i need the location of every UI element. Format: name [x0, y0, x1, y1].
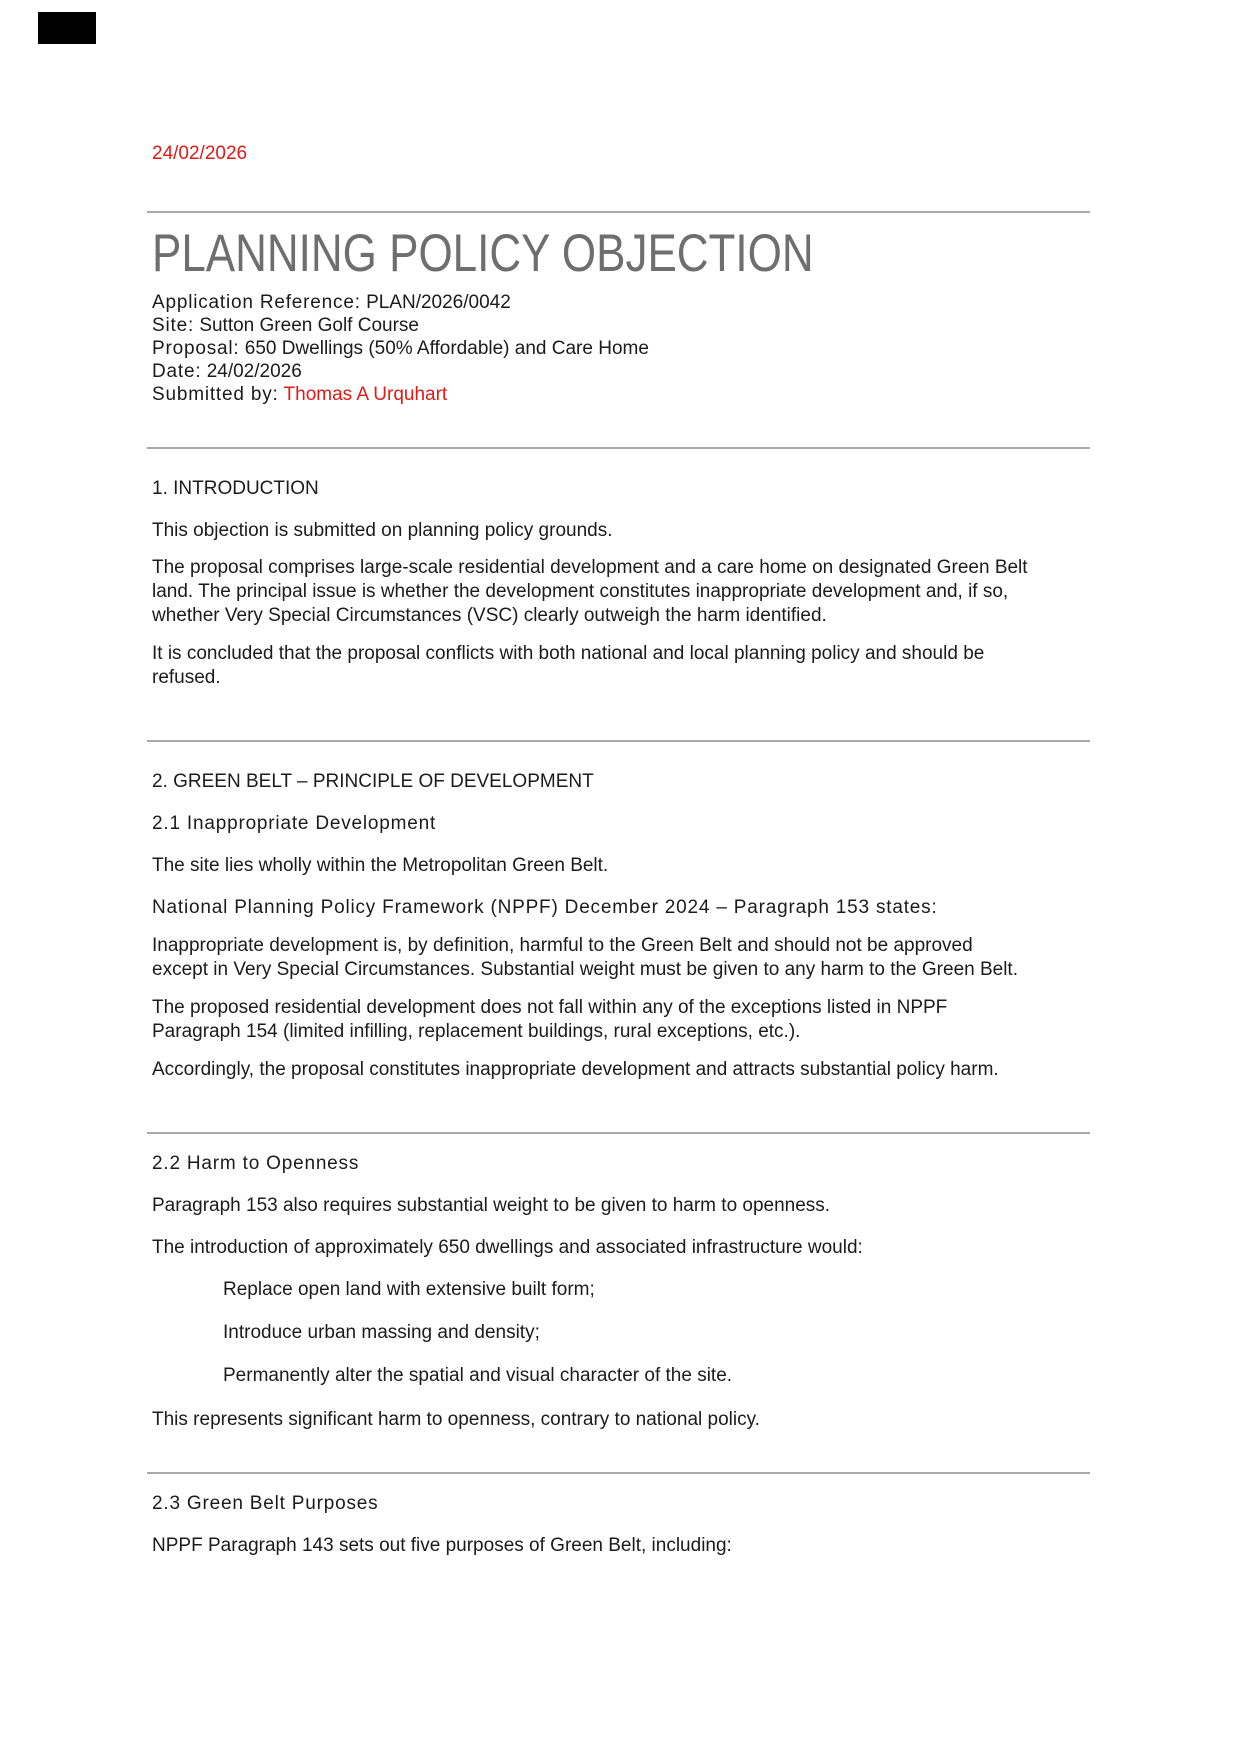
paragraph: The proposal comprises large-scale residential development and a care home on designated Green Belt land. The principal issue is whether the development constitutes inappropriate development and, if so, whether Very Special Circumstances (VSC) clearly outweigh the harm identified.: [152, 557, 1028, 626]
document-meta: [152, 291, 1090, 406]
meta-line-submitted-by: [152, 383, 1090, 406]
site-value: Sutton Green Golf Course: [199, 315, 419, 336]
paragraph: The introduction of approximately 650 dwellings and associated infrastructure would:: [152, 1237, 863, 1258]
proposal-value: 650 Dwellings (50% Affordable) and Care Home: [244, 338, 649, 359]
horizontal-rule: [147, 1472, 1090, 1474]
meta-line-date: [152, 360, 1090, 383]
subsection-2-2-heading: 2.2 Harm to Openness: [152, 1153, 360, 1174]
document-content: [152, 0, 1090, 1558]
application-reference-value: PLAN/2026/0042: [366, 292, 511, 313]
section-2-heading: 2. GREEN BELT – PRINCIPLE OF DEVELOPMENT: [152, 771, 594, 792]
paragraph: Accordingly, the proposal constitutes inappropriate development and attracts substantial policy harm.: [152, 1059, 999, 1080]
section-1-heading: 1. INTRODUCTION: [152, 478, 319, 499]
meta-line-site: [152, 314, 1090, 337]
submitted-by-value: Thomas A Urquhart: [283, 384, 448, 405]
horizontal-rule: [147, 211, 1090, 213]
paragraph: This represents significant harm to openness, contrary to national policy.: [152, 1409, 760, 1430]
subsection-2-1-heading: 2.1 Inappropriate Development: [152, 813, 437, 834]
top-date: 24/02/2026: [152, 143, 248, 164]
proposal-label: Proposal:: [152, 338, 240, 359]
redacted-logo-box: [38, 12, 96, 44]
site-label: Site:: [152, 315, 195, 336]
date-label: Date:: [152, 361, 202, 382]
meta-line-proposal: [152, 337, 1090, 360]
paragraph: NPPF Paragraph 143 sets out five purposes of Green Belt, including:: [152, 1535, 732, 1556]
paragraph: It is concluded that the proposal conflicts with both national and local planning policy and should be refused.: [152, 643, 985, 688]
page-title: PLANNING POLICY OBJECTION: [152, 224, 814, 283]
paragraph: Inappropriate development is, by definition, harmful to the Green Belt and should not be approved except in Very Special Circumstances. Substantial weight must be given to any harm to the Green Belt.: [152, 935, 1018, 980]
application-reference-label: Application Reference:: [152, 292, 361, 313]
list-item: Introduce urban massing and density;: [223, 1322, 540, 1343]
paragraph: National Planning Policy Framework (NPPF) December 2024 – Paragraph 153 states:: [152, 897, 938, 918]
paragraph: This objection is submitted on planning policy grounds.: [152, 520, 613, 541]
paragraph: The site lies wholly within the Metropolitan Green Belt.: [152, 855, 609, 876]
subsection-2-3-heading: 2.3 Green Belt Purposes: [152, 1493, 379, 1514]
list-item: Replace open land with extensive built form;: [223, 1279, 595, 1300]
list-item: Permanently alter the spatial and visual character of the site.: [223, 1365, 733, 1386]
paragraph: Paragraph 153 also requires substantial weight to be given to harm to openness.: [152, 1195, 831, 1216]
meta-line-application-reference: [152, 291, 1090, 314]
horizontal-rule: [147, 447, 1090, 449]
submitted-by-label: Submitted by:: [152, 384, 279, 405]
horizontal-rule: [147, 1132, 1090, 1134]
horizontal-rule: [147, 740, 1090, 742]
date-value: 24/02/2026: [206, 361, 302, 382]
paragraph: The proposed residential development does not fall within any of the exceptions listed in NPPF Paragraph 154 (limited infilling, replacement buildings, rural exceptions, etc.).: [152, 997, 948, 1042]
